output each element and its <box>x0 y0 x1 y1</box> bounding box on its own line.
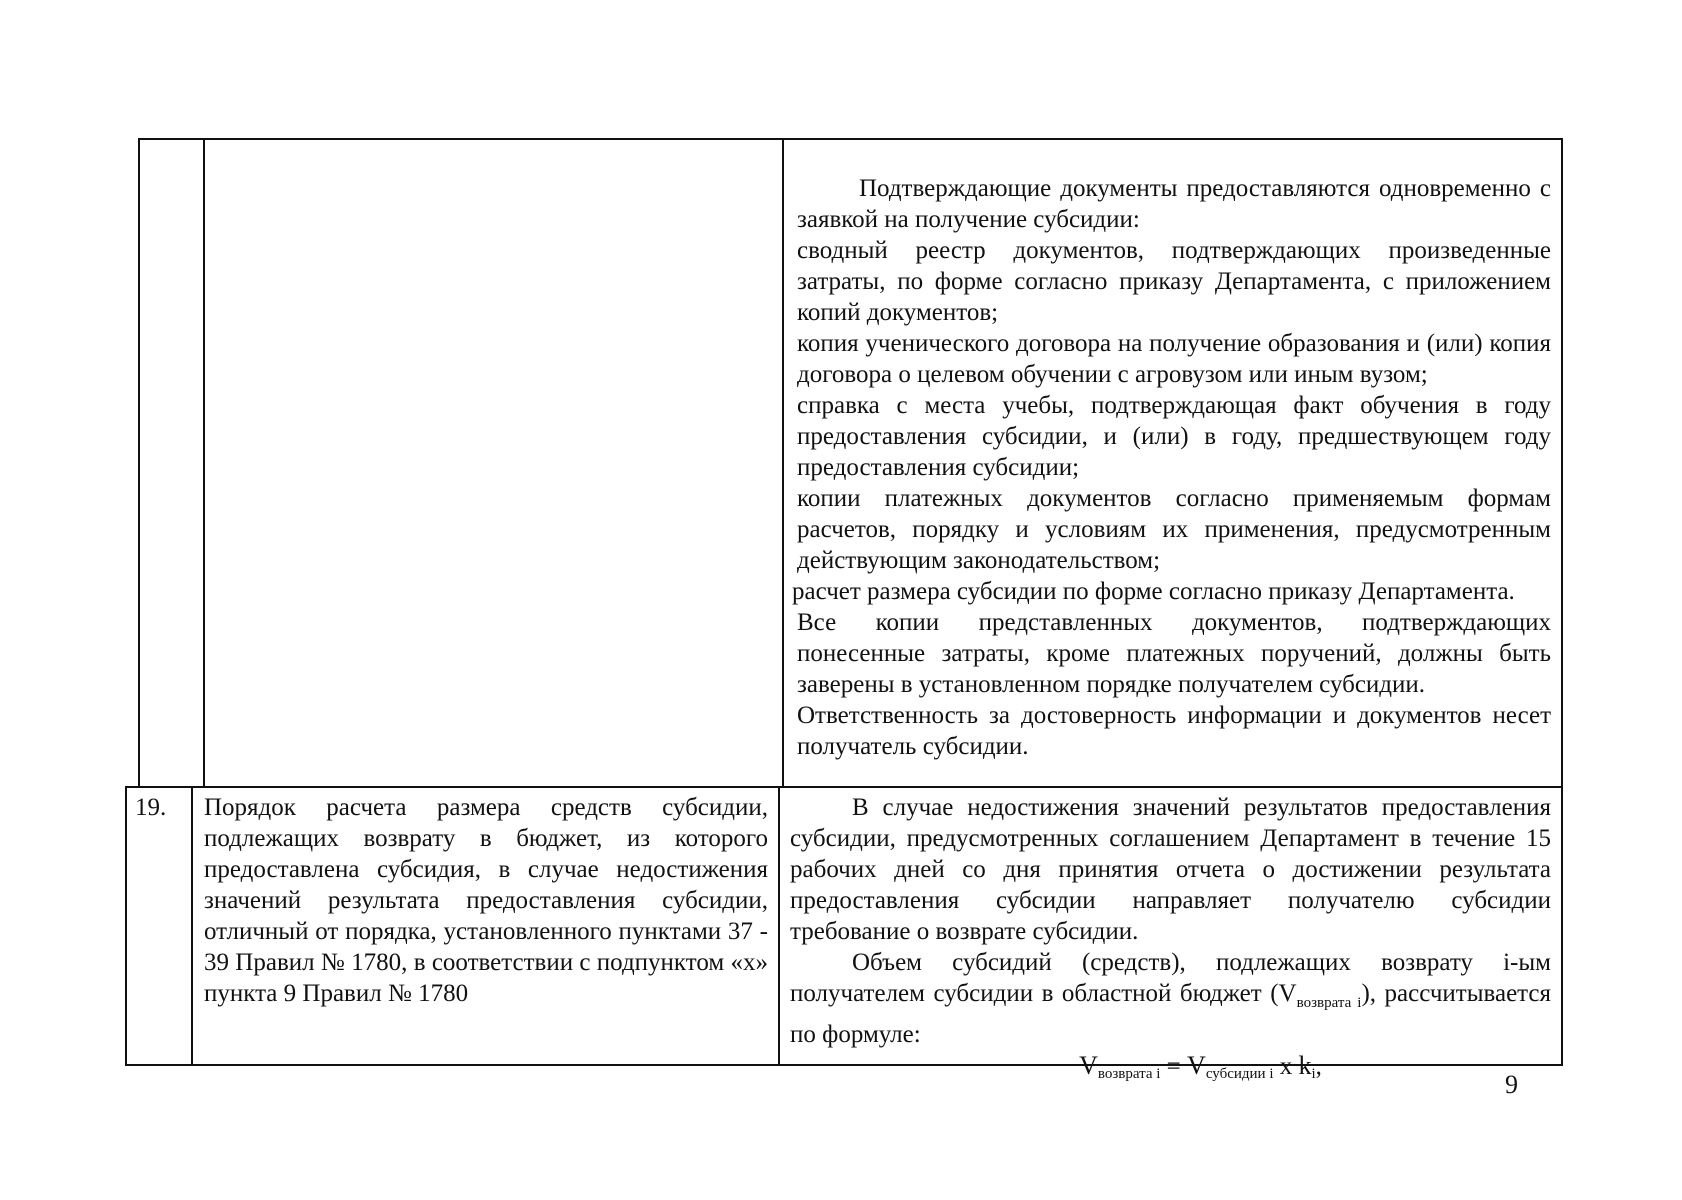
paragraph-payment-documents: копии платежных документов согласно применяемым формам расчетов, порядку и условиям их применения, предусмотренным действующим законодательством; <box>797 485 1551 574</box>
page-number: 9 <box>1505 1070 1518 1099</box>
formula-equals: = <box>1160 1053 1188 1080</box>
formula-sub-subsidy: субсидии i <box>1205 1066 1274 1082</box>
table-row-continued <box>138 138 1563 788</box>
row-number-cell <box>140 140 203 788</box>
row-content-cell <box>782 140 1561 788</box>
paragraph-responsibility: Ответственность за достоверность информации и документов несет получатель субсидии. <box>797 702 1551 760</box>
return-volume-tail: ), рассчитывается по формуле: <box>790 980 1552 1048</box>
formula-multiply: x <box>1273 1053 1299 1080</box>
paragraph-registry: сводный реестр документов, подтверждающих произведенные затраты, по форме согласно приказу Департамента, с приложением копий документов; <box>797 237 1551 326</box>
row-number-cell: 19. <box>135 794 167 821</box>
paragraph-study-certificate: справка с места учебы, подтверждающая факт обучения в году предоставления субсидии, и (или) в году, предшествующем году предоставления субсидии; <box>797 392 1551 481</box>
paragraph-return-volume <box>790 947 1551 1050</box>
return-volume-text: Объем субсидий (средств), подлежащих возврату i-ым получателем субсидии в областной бюджет (V <box>790 949 1551 1007</box>
return-formula <box>790 1050 1551 1082</box>
paragraph-return-requirement: В случае недостижения значений результатов предоставления субсидии, предусмотренных соглашением Департамент в течение 15 рабочих дней со дня принятия отчета о достижении результата предоставления субсидии направляет получателю субсидии требование о возврате субсидии. <box>790 794 1551 945</box>
paragraph-copies-certified: Все копии представленных документов, подтверждающих понесенные затраты, кроме платежных поручений, должны быть заверены в установленном порядке получателем субсидии. <box>797 609 1551 698</box>
formula-k: k <box>1298 1051 1312 1080</box>
row-name-text: Порядок расчета размера средств субсидии, подлежащих возврату в бюджет, из которого предоставлена субсидия, в случае недостижения значений результата предоставления субсидии, отличный от порядка, установленного пунктами 37 - 39 Правил № 1780, в соответствии с подпунктом «х» пункта 9 Правил № 1780 <box>204 794 768 1007</box>
formula-sub-k: i <box>1311 1066 1316 1082</box>
table-row-19 <box>125 786 1563 1082</box>
return-volume-subscript: возврата i <box>1296 995 1362 1011</box>
row-name-cell <box>191 788 778 1064</box>
row-name-cell <box>203 140 782 788</box>
formula-sub-return: возврата i <box>1097 1066 1161 1082</box>
row-content-cell <box>778 788 1561 1082</box>
formula-v-subsidy: V <box>1187 1051 1206 1080</box>
formula-v-return: V <box>1079 1051 1098 1080</box>
paragraph-confirming-documents: Подтверждающие документы предоставляются одновременно с заявкой на получение субсидии: <box>797 175 1551 233</box>
formula-comma: , <box>1315 1053 1322 1080</box>
paragraph-subsidy-calculation: расчет размера субсидии по форме согласно приказу Департамента. <box>792 578 1515 605</box>
paragraph-contract-copy: копия ученического договора на получение образования и (или) копия договора о целевом обучении с агровузом или иным вузом; <box>797 330 1551 388</box>
